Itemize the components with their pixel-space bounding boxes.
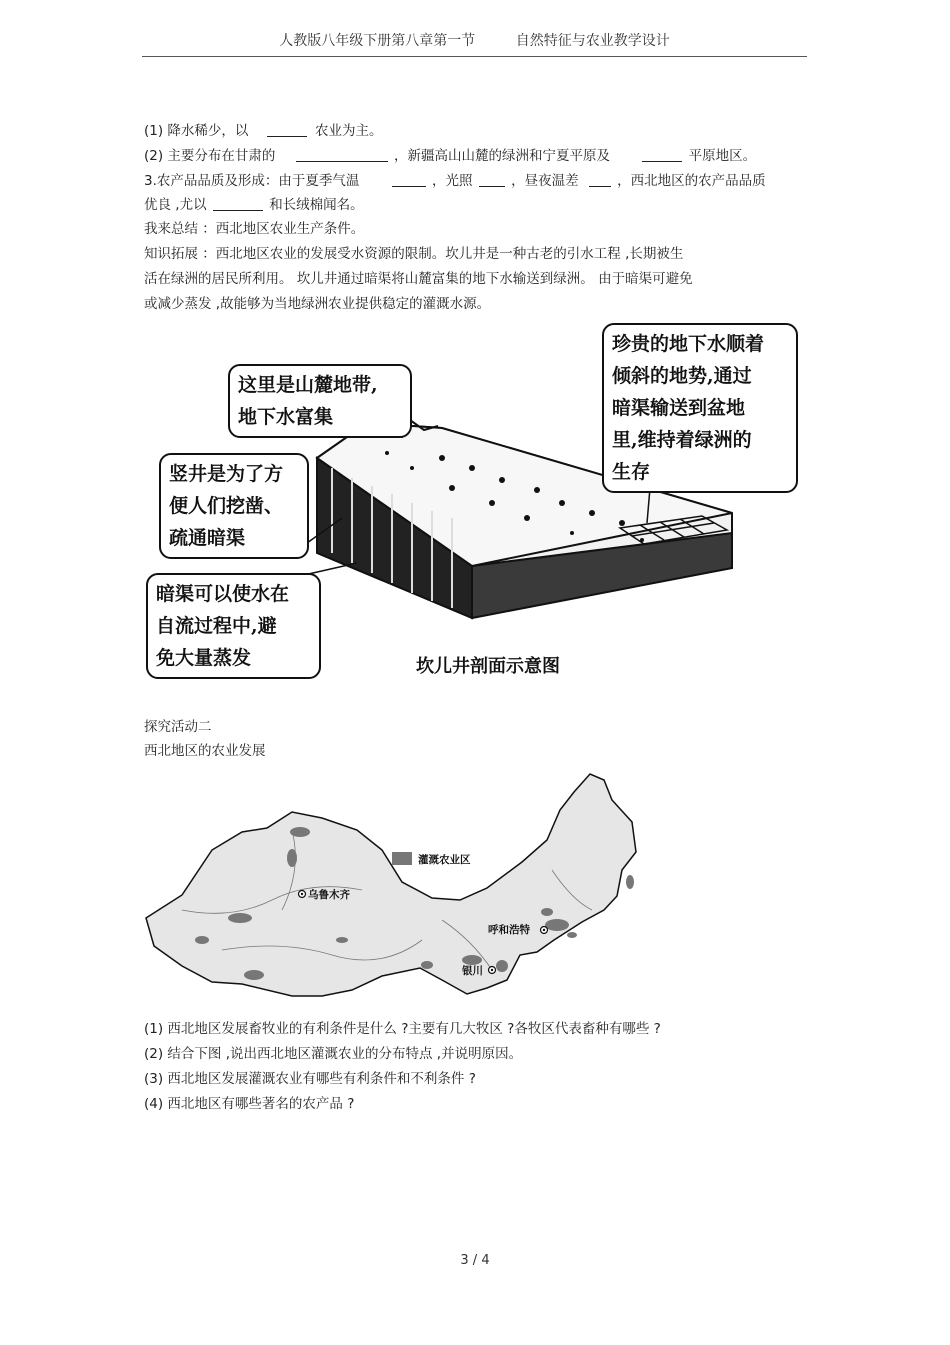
figure-caption: 坎儿井剖面示意图 <box>416 656 560 677</box>
header-right: 自然特征与农业教学设计 <box>515 33 670 49</box>
bubble-foothill: 这里是山麓地带, 地下水富集 <box>228 364 412 438</box>
section-subtitle: 西北地区的农业发展 <box>144 743 266 759</box>
city-urumqi: 乌鲁木齐 <box>308 889 350 901</box>
question-4: (4) 西北地区有哪些著名的农产品 ? <box>144 1096 355 1112</box>
line-7: 活在绿洲的居民所利用。 坎儿井通过暗渠将山麓富集的地下水输送到绿洲。 由于暗渠可避免 <box>144 271 693 287</box>
bubble-shaft: 竖井是为了方 便人们挖凿、 疏通暗渠 <box>159 453 309 559</box>
bubble-channel: 暗渠可以使水在 自流过程中,避 免大量蒸发 <box>146 573 321 679</box>
blank <box>213 196 263 211</box>
line-2: (2) 主要分布在甘肃的 ，新疆高山山麓的绿洲和宁夏平原及 平原地区。 <box>144 148 757 164</box>
blank <box>392 172 426 187</box>
page-header <box>142 30 807 57</box>
blank <box>296 147 388 162</box>
header-left: 人教版八年级下册第八章第一节 <box>279 33 476 49</box>
legend-swatch <box>392 852 412 865</box>
legend-label: 灌溉农业区 <box>418 854 471 866</box>
city-hohhot: 呼和浩特 <box>488 924 530 936</box>
section-title: 探究活动二 <box>144 719 212 735</box>
map-outline <box>142 770 642 1002</box>
line-3: 3.农产品品质及形成：由于夏季气温 ，光照 ，昼夜温差 ，西北地区的农产品品质 <box>144 173 766 189</box>
blank <box>589 172 611 187</box>
page-number: 3 / 4 <box>460 1253 490 1268</box>
line-5: 我来总结 ：西北地区农业生产条件。 <box>144 221 365 237</box>
question-3: (3) 西北地区发展灌溉农业有哪些有利条件和不利条件 ? <box>144 1071 476 1087</box>
line-6: 知识拓展 ：西北地区农业的发展受水资源的限制。坎儿井是一种古老的引水工程 ,长期被生 <box>144 246 684 262</box>
question-2: (2) 结合下图 ,说出西北地区灌溉农业的分布特点 ,并说明原因。 <box>144 1046 523 1062</box>
question-1: (1) 西北地区发展畜牧业的有利条件是什么 ?主要有几大牧区 ?各牧区代表畜种有哪些 ? <box>144 1021 661 1037</box>
blank <box>479 172 505 187</box>
northwest-map <box>142 770 642 1002</box>
blank <box>642 147 682 162</box>
line-8: 或减少蒸发 ,故能够为当地绿洲农业提供稳定的灌溉水源。 <box>144 296 491 312</box>
line-1: (1) 降水稀少，以 农业为主。 <box>144 123 383 139</box>
bubble-slope: 珍贵的地下水顺着 倾斜的地势,通过 暗渠输送到盆地 里,维持着绿洲的 生存 <box>602 323 798 493</box>
line-4: 优良 ,尤以 和长绒棉闻名。 <box>144 197 364 213</box>
blank <box>267 122 307 137</box>
karez-figure <box>142 318 812 690</box>
city-yinchuan: 银川 <box>462 965 483 977</box>
